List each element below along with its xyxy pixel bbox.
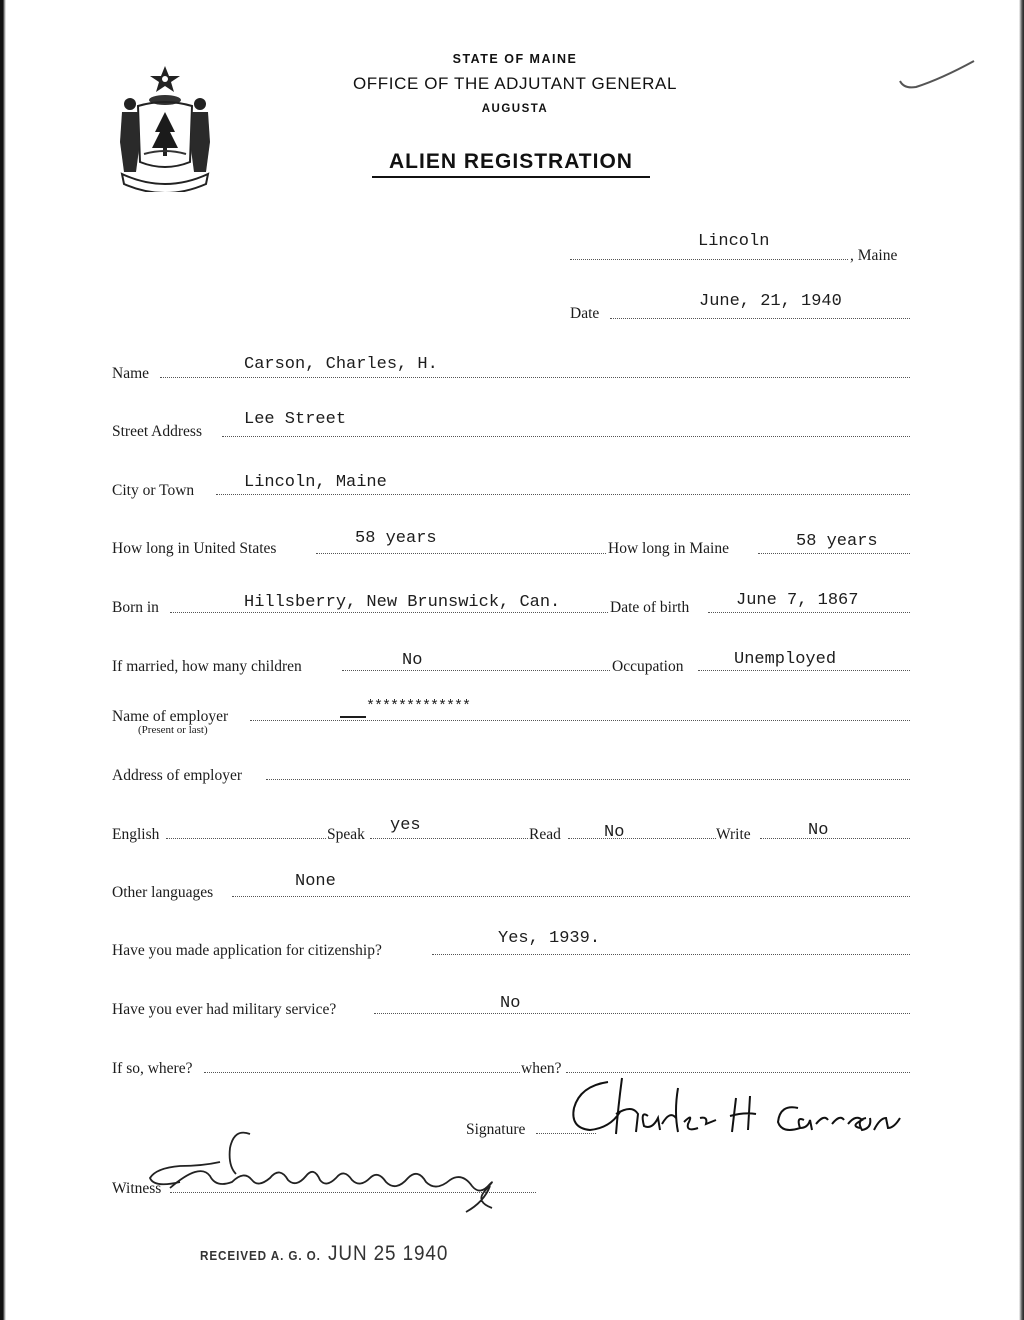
date-line <box>610 318 910 319</box>
where-line <box>204 1072 520 1073</box>
dob-label: Date of birth <box>610 599 690 616</box>
children-value: No <box>402 651 423 670</box>
place-line <box>570 259 848 260</box>
state-heading: STATE OF MAINE <box>452 52 578 66</box>
place-suffix: , Maine <box>850 247 898 264</box>
occupation-value: Unemployed <box>734 650 837 669</box>
us-years-line <box>316 553 606 554</box>
other-languages-label: Other languages <box>112 884 214 901</box>
name-label: Name <box>112 365 150 382</box>
military-label: Have you ever had military service? <box>112 1001 337 1018</box>
name-line <box>160 377 910 378</box>
read-label: Read <box>529 826 561 843</box>
read-value: No <box>604 823 625 842</box>
citizenship-line <box>432 954 910 955</box>
city-line <box>216 494 910 495</box>
date-label: Date <box>570 305 600 322</box>
other-languages-value: None <box>295 872 336 891</box>
date-value: June, 21, 1940 <box>699 292 842 311</box>
form-title: ALIEN REGISTRATION <box>372 150 650 178</box>
received-stamp-text: RECEIVED A. G. O. <box>200 1248 321 1263</box>
children-label: If married, how many children <box>112 658 302 675</box>
employer-dash <box>340 716 366 718</box>
occupation-label: Occupation <box>612 658 684 675</box>
employer-address-label: Address of employer <box>112 767 242 784</box>
maine-years-line <box>758 553 910 554</box>
received-stamp <box>200 1242 448 1266</box>
military-value: No <box>500 994 521 1013</box>
street-value: Lee Street <box>244 410 347 429</box>
english-label: English <box>112 826 160 843</box>
witness-signature-image <box>140 1122 510 1216</box>
city-heading: AUGUSTA <box>481 103 549 115</box>
speak-value: yes <box>390 816 421 835</box>
speak-label: Speak <box>327 826 365 843</box>
speak-line <box>370 838 528 839</box>
write-line <box>760 838 910 839</box>
place-value: Lincoln <box>698 232 770 251</box>
office-heading: OFFICE OF THE ADJUTANT GENERAL <box>352 74 678 93</box>
scan-edge-right <box>1019 0 1024 1320</box>
write-value: No <box>808 821 829 840</box>
employer-label: Name of employer <box>112 708 229 725</box>
us-years-label: How long in United States <box>112 540 277 557</box>
maine-years-label: How long in Maine <box>608 540 729 557</box>
city-value: Lincoln, Maine <box>244 473 387 492</box>
scan-edge-left <box>0 0 6 1320</box>
maine-seal-icon <box>110 62 220 192</box>
employer-line <box>250 720 910 721</box>
city-label: City or Town <box>112 482 195 499</box>
employer-value: ************* <box>366 698 471 715</box>
children-line <box>342 670 610 671</box>
us-years-value: 58 years <box>355 529 437 548</box>
read-line <box>568 838 716 839</box>
street-label: Street Address <box>112 423 202 440</box>
born-line <box>170 612 608 613</box>
citizenship-value: Yes, 1939. <box>498 929 601 948</box>
witness-label: Witness <box>112 1180 162 1197</box>
signature-image <box>560 1068 960 1148</box>
signature-label: Signature <box>466 1121 526 1138</box>
other-languages-line <box>232 896 910 897</box>
maine-years-value: 58 years <box>796 532 878 551</box>
where-label: If so, where? <box>112 1060 193 1077</box>
military-line <box>374 1013 910 1014</box>
dob-value: June 7, 1867 <box>736 591 859 610</box>
write-label: Write <box>716 826 751 843</box>
english-line <box>166 838 326 839</box>
name-value: Carson, Charles, H. <box>244 355 438 374</box>
street-line <box>222 436 910 437</box>
employer-sublabel: (Present or last) <box>138 724 208 736</box>
received-stamp-date: JUN 25 1940 <box>328 1242 449 1265</box>
born-value: Hillsberry, New Brunswick, Can. <box>244 593 561 612</box>
employer-address-line <box>266 779 910 780</box>
when-label: when? <box>521 1060 562 1077</box>
check-mark-icon <box>896 55 978 93</box>
born-label: Born in <box>112 599 159 616</box>
dob-line <box>708 612 910 613</box>
occupation-line <box>698 670 910 671</box>
citizenship-label: Have you made application for citizenship? <box>112 942 382 959</box>
